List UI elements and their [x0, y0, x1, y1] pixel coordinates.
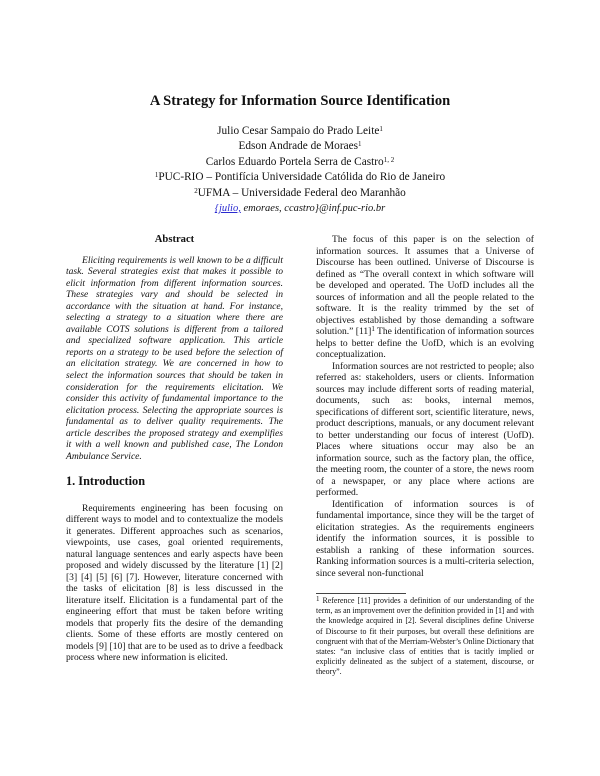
author-block	[0, 124, 600, 216]
author-name: Carlos Eduardo Portela Serra de Castro	[205, 155, 384, 168]
affiliation-mark: 1	[154, 171, 159, 180]
paper-title: A Strategy for Information Source Identification	[149, 93, 451, 109]
left-column	[66, 234, 283, 664]
email-link[interactable]: {julio,	[214, 203, 241, 215]
abstract-heading: Abstract	[154, 234, 195, 245]
author-line	[0, 155, 600, 170]
author-affiliation-mark: 1, 2	[383, 155, 395, 164]
introduction-heading: 1. Introduction	[66, 474, 146, 489]
author-name: Julio Cesar Sampaio do Prado Leite	[217, 125, 380, 137]
author-affiliation-mark: 1	[379, 125, 383, 133]
body-paragraph: Information sources are not restricted to people; also referred as: stakeholders, users or clients. Information sources may include different sorts of reading material, documents, such as: books, internal memos, specifications of different sort, scientific literature, news, product descriptions, manuals, or any document relevant to better understanding our focus of interest (UofD). Places where situations occur may also be an information source, such as the factory plan, the office, the meeting room, the counter of a store, the news room of a newspaper, or any place where actions are performed.	[316, 360, 534, 498]
introduction-paragraph: Requirements engineering has been focusing on different ways to model and to contextualize the models it generates. Different approaches such as scenarios, viewpoints, use cases, goal oriented requirements, natural language sentences and early aspects have been proposed and widely discussed by the literature [1] [2] [3] [4] [5] [6] [7]. However, literature concerned with the tasks of elicitation [8] is less discussed in the literature itself. Elicitation is a fundamental part of the engineering effort that must be taken before writing models that properly fits the desire of the demanding clients. Some of these efforts are mostly centered on models [9] [10] that are to be used as to drive a feedback process where new information is elicited.	[66, 502, 283, 664]
footnote-divider	[316, 593, 406, 594]
affiliation-name: UFMA – Universidade Federal deo Maranhão	[197, 186, 406, 199]
footnote-body: Reference [11] provides a definition of our understanding of the term, as an improvement over the definition provided in [1] and with the knowledge acquired in [2]. Several disciplines define Universe of Discourse to fit their purposes, but overall these definitions are congruent with that of the Merriam-Webster’s Online Dictionary that states: “an inclusive class of entities that is tacitly implied or explicitly delineated as the subject of a statement, discourse, or theory”.	[316, 596, 534, 677]
body-paragraph: Identification of information sources is of fundamental importance, since they will be the target of elicitation strategies. As the requirements engineers identify the information sources, it is possible to establish a ranking of these information sources. Ranking information sources is a multi-criteria selection, since several non-functional	[316, 498, 534, 579]
email-rest: emoraes, ccastro}@inf.puc-rio.br	[240, 203, 386, 215]
right-column	[316, 234, 534, 579]
author-affiliation-mark: 1	[358, 140, 362, 149]
footnote	[316, 596, 534, 678]
footnote-text	[316, 596, 534, 678]
affiliation-line	[0, 186, 600, 201]
paragraph-text: The focus of this paper is on the selection of information sources. It assumes that a Universe of Discourse has been outlined. Universe of Discourse is defined as “The overall context in which software will be developed and operated. The UofD includes all the sources of information and all the people related to the software. It is the reality trimmed by the set of objectives established by those demanding a software solution.” [11]	[316, 234, 534, 337]
affiliation-name: PUC-RIO – Pontifícia Universidade Católida do Rio de Janeiro	[158, 171, 446, 184]
footnote-mark: 1	[371, 325, 375, 333]
author-name: Edson Andrade de Moraes	[238, 140, 359, 153]
author-email	[0, 201, 600, 216]
author-line	[0, 124, 600, 139]
affiliation-mark: 2	[194, 186, 198, 195]
affiliation-line	[0, 170, 600, 185]
paragraph-text: The identification of information sources helps to better define the UofD, which is an evolving conceptualization.	[316, 326, 534, 360]
author-line	[0, 139, 600, 154]
body-paragraph	[316, 234, 534, 361]
abstract-text: Eliciting requirements is well known to be a difficult task. Several strategies exist that makes it possible to elicit information from different information sources. These strategies vary and should be selected in accordance with the situation at hand. For instance, selecting a strategy to a situation where there are available COTS solutions is different from a tailored and specialized software application. This article reports on a strategy to be used before the selection of an elicitation strategy. We are concerned in how to select the information sources that should be taken in consideration for the requirements elicitation. We consider this activity of fundamental importance to the elicitation process. Selecting the appropriate sources is fundamental as to deliver quality requirements. The article describes the proposed strategy and exemplifies it with a well known and published case, The London Ambulance Service.	[66, 254, 283, 462]
footnote-mark: 1	[316, 595, 320, 603]
